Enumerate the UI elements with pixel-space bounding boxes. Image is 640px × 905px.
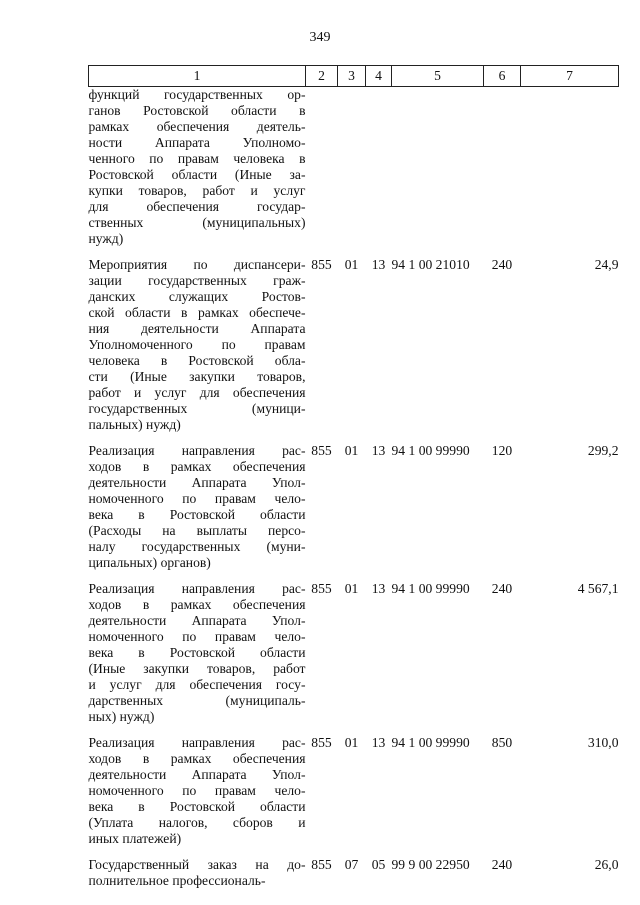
table-row xyxy=(89,87,619,248)
amount-value: 26,0 xyxy=(594,857,619,872)
ministry-code: 855 xyxy=(311,257,332,272)
description-line: ности Аппарата Уполномо- xyxy=(88,135,306,150)
description-line: ственных (муниципальных) xyxy=(88,215,306,230)
description-line: (Уплата налогов, сборов и xyxy=(88,815,306,830)
description-line: (Расходы на выплаты персо- xyxy=(88,523,306,538)
description-line: иных платежей) xyxy=(88,831,182,846)
description-line: человека в Ростовской обла- xyxy=(88,353,306,368)
item-description xyxy=(89,257,306,433)
budget-table xyxy=(88,65,619,889)
amount-value: 4 567,1 xyxy=(577,581,619,596)
description-line: века в Ростовской области xyxy=(88,645,306,660)
description-line: ченного по правам человека в xyxy=(88,151,306,166)
target-article-code: 94 1 00 99990 xyxy=(391,735,470,750)
expense-type-code: 120 xyxy=(491,443,513,458)
description-line: (Иные закупки товаров, работ xyxy=(88,661,306,676)
subsection-code: 13 xyxy=(371,581,386,596)
item-description xyxy=(89,443,306,571)
amount-value: 310,0 xyxy=(587,735,619,750)
expense-type-code: 240 xyxy=(491,857,513,872)
description-line: сти (Иные закупки товаров, xyxy=(88,369,306,384)
expense-type-code: 240 xyxy=(491,581,513,596)
row-spacer xyxy=(89,847,619,857)
subsection-code: 13 xyxy=(371,443,386,458)
target-article-code: 94 1 00 99990 xyxy=(391,581,470,596)
column-header: 1 xyxy=(89,66,306,87)
description-line: функций государственных ор- xyxy=(88,87,306,102)
table-row xyxy=(89,857,619,889)
target-article-code: 94 1 00 99990 xyxy=(391,443,470,458)
subsection-code: 13 xyxy=(371,735,386,750)
item-description xyxy=(89,581,306,725)
description-line: Уполномоченного по правам xyxy=(88,337,306,352)
description-line: Реализация направления рас- xyxy=(88,581,306,596)
section-code: 01 xyxy=(344,735,359,750)
column-header: 5 xyxy=(392,66,484,87)
description-line: ципальных) органов) xyxy=(88,555,211,570)
description-line: номоченного по правам чело- xyxy=(88,491,306,506)
row-spacer xyxy=(89,247,619,257)
description-line: ской области в рамках обеспече- xyxy=(88,305,306,320)
description-line: для обеспечения государ- xyxy=(88,199,306,214)
item-description xyxy=(89,857,306,889)
description-line: ганов Ростовской области в xyxy=(88,103,306,118)
description-line: полнительное профессиональ- xyxy=(88,873,266,888)
description-line: ходов в рамках обеспечения xyxy=(88,597,306,612)
ministry-code: 855 xyxy=(311,735,332,750)
section-code xyxy=(338,87,366,248)
section-code: 01 xyxy=(344,443,359,458)
table-header-row xyxy=(89,66,619,87)
target-article-code xyxy=(392,87,484,248)
ministry-code: 855 xyxy=(311,581,332,596)
description-line: пальных) нужд) xyxy=(88,417,181,432)
description-line: века в Ростовской области xyxy=(88,507,306,522)
description-line: деятельности Аппарата Упол- xyxy=(88,475,306,490)
row-spacer xyxy=(89,571,619,581)
amount-value: 24,9 xyxy=(594,257,619,272)
ministry-code: 855 xyxy=(311,443,332,458)
description-line: дарственных (муниципаль- xyxy=(88,693,306,708)
description-line: данских служащих Ростов- xyxy=(88,289,306,304)
description-line: ния деятельности Аппарата xyxy=(88,321,306,336)
description-line: деятельности Аппарата Упол- xyxy=(88,767,306,782)
ministry-code xyxy=(306,87,338,248)
row-spacer xyxy=(89,433,619,443)
description-line: зации государственных граж- xyxy=(88,273,306,288)
column-header: 3 xyxy=(338,66,366,87)
table-row xyxy=(89,443,619,571)
row-spacer xyxy=(89,725,619,735)
table-row xyxy=(89,735,619,847)
description-line: Государственный заказ на до- xyxy=(88,857,306,872)
description-line: деятельности Аппарата Упол- xyxy=(88,613,306,628)
column-header: 2 xyxy=(306,66,338,87)
ministry-code: 855 xyxy=(311,857,332,872)
amount-value: 299,2 xyxy=(587,443,619,458)
description-line: Реализация направления рас- xyxy=(88,735,306,750)
description-line: Ростовской области (Иные за- xyxy=(88,167,306,182)
column-header: 7 xyxy=(521,66,619,87)
expense-type-code xyxy=(484,87,521,248)
item-description xyxy=(89,735,306,847)
description-line: ходов в рамках обеспечения xyxy=(88,459,306,474)
column-header: 4 xyxy=(366,66,392,87)
page-number: 349 xyxy=(309,30,331,45)
expense-type-code: 850 xyxy=(491,735,513,750)
description-line: Реализация направления рас- xyxy=(88,443,306,458)
target-article-code: 94 1 00 21010 xyxy=(391,257,470,272)
description-line: работ и услуг для обеспечения xyxy=(88,385,306,400)
section-code: 01 xyxy=(344,581,359,596)
subsection-code: 13 xyxy=(371,257,386,272)
table-row xyxy=(89,581,619,725)
section-code: 01 xyxy=(344,257,359,272)
expense-type-code: 240 xyxy=(491,257,513,272)
description-line: Мероприятия по диспансери- xyxy=(88,257,306,272)
section-code: 07 xyxy=(344,857,359,872)
description-line: ходов в рамках обеспечения xyxy=(88,751,306,766)
table-row xyxy=(89,257,619,433)
target-article-code: 99 9 00 22950 xyxy=(391,857,470,872)
description-line: купки товаров, работ и услуг xyxy=(88,183,306,198)
description-line: номоченного по правам чело- xyxy=(88,783,306,798)
subsection-code xyxy=(366,87,392,248)
item-description xyxy=(89,87,306,248)
description-line: номоченного по правам чело- xyxy=(88,629,306,644)
amount-value xyxy=(521,87,619,248)
description-line: нужд) xyxy=(88,231,124,246)
description-line: рамках обеспечения деятель- xyxy=(88,119,306,134)
subsection-code: 05 xyxy=(371,857,386,872)
description-line: налу государственных (муни- xyxy=(88,539,306,554)
description-line: и услуг для обеспечения госу- xyxy=(88,677,306,692)
description-line: века в Ростовской области xyxy=(88,799,306,814)
description-line: ных) нужд) xyxy=(88,709,155,724)
column-header: 6 xyxy=(484,66,521,87)
description-line: государственных (муници- xyxy=(88,401,306,416)
